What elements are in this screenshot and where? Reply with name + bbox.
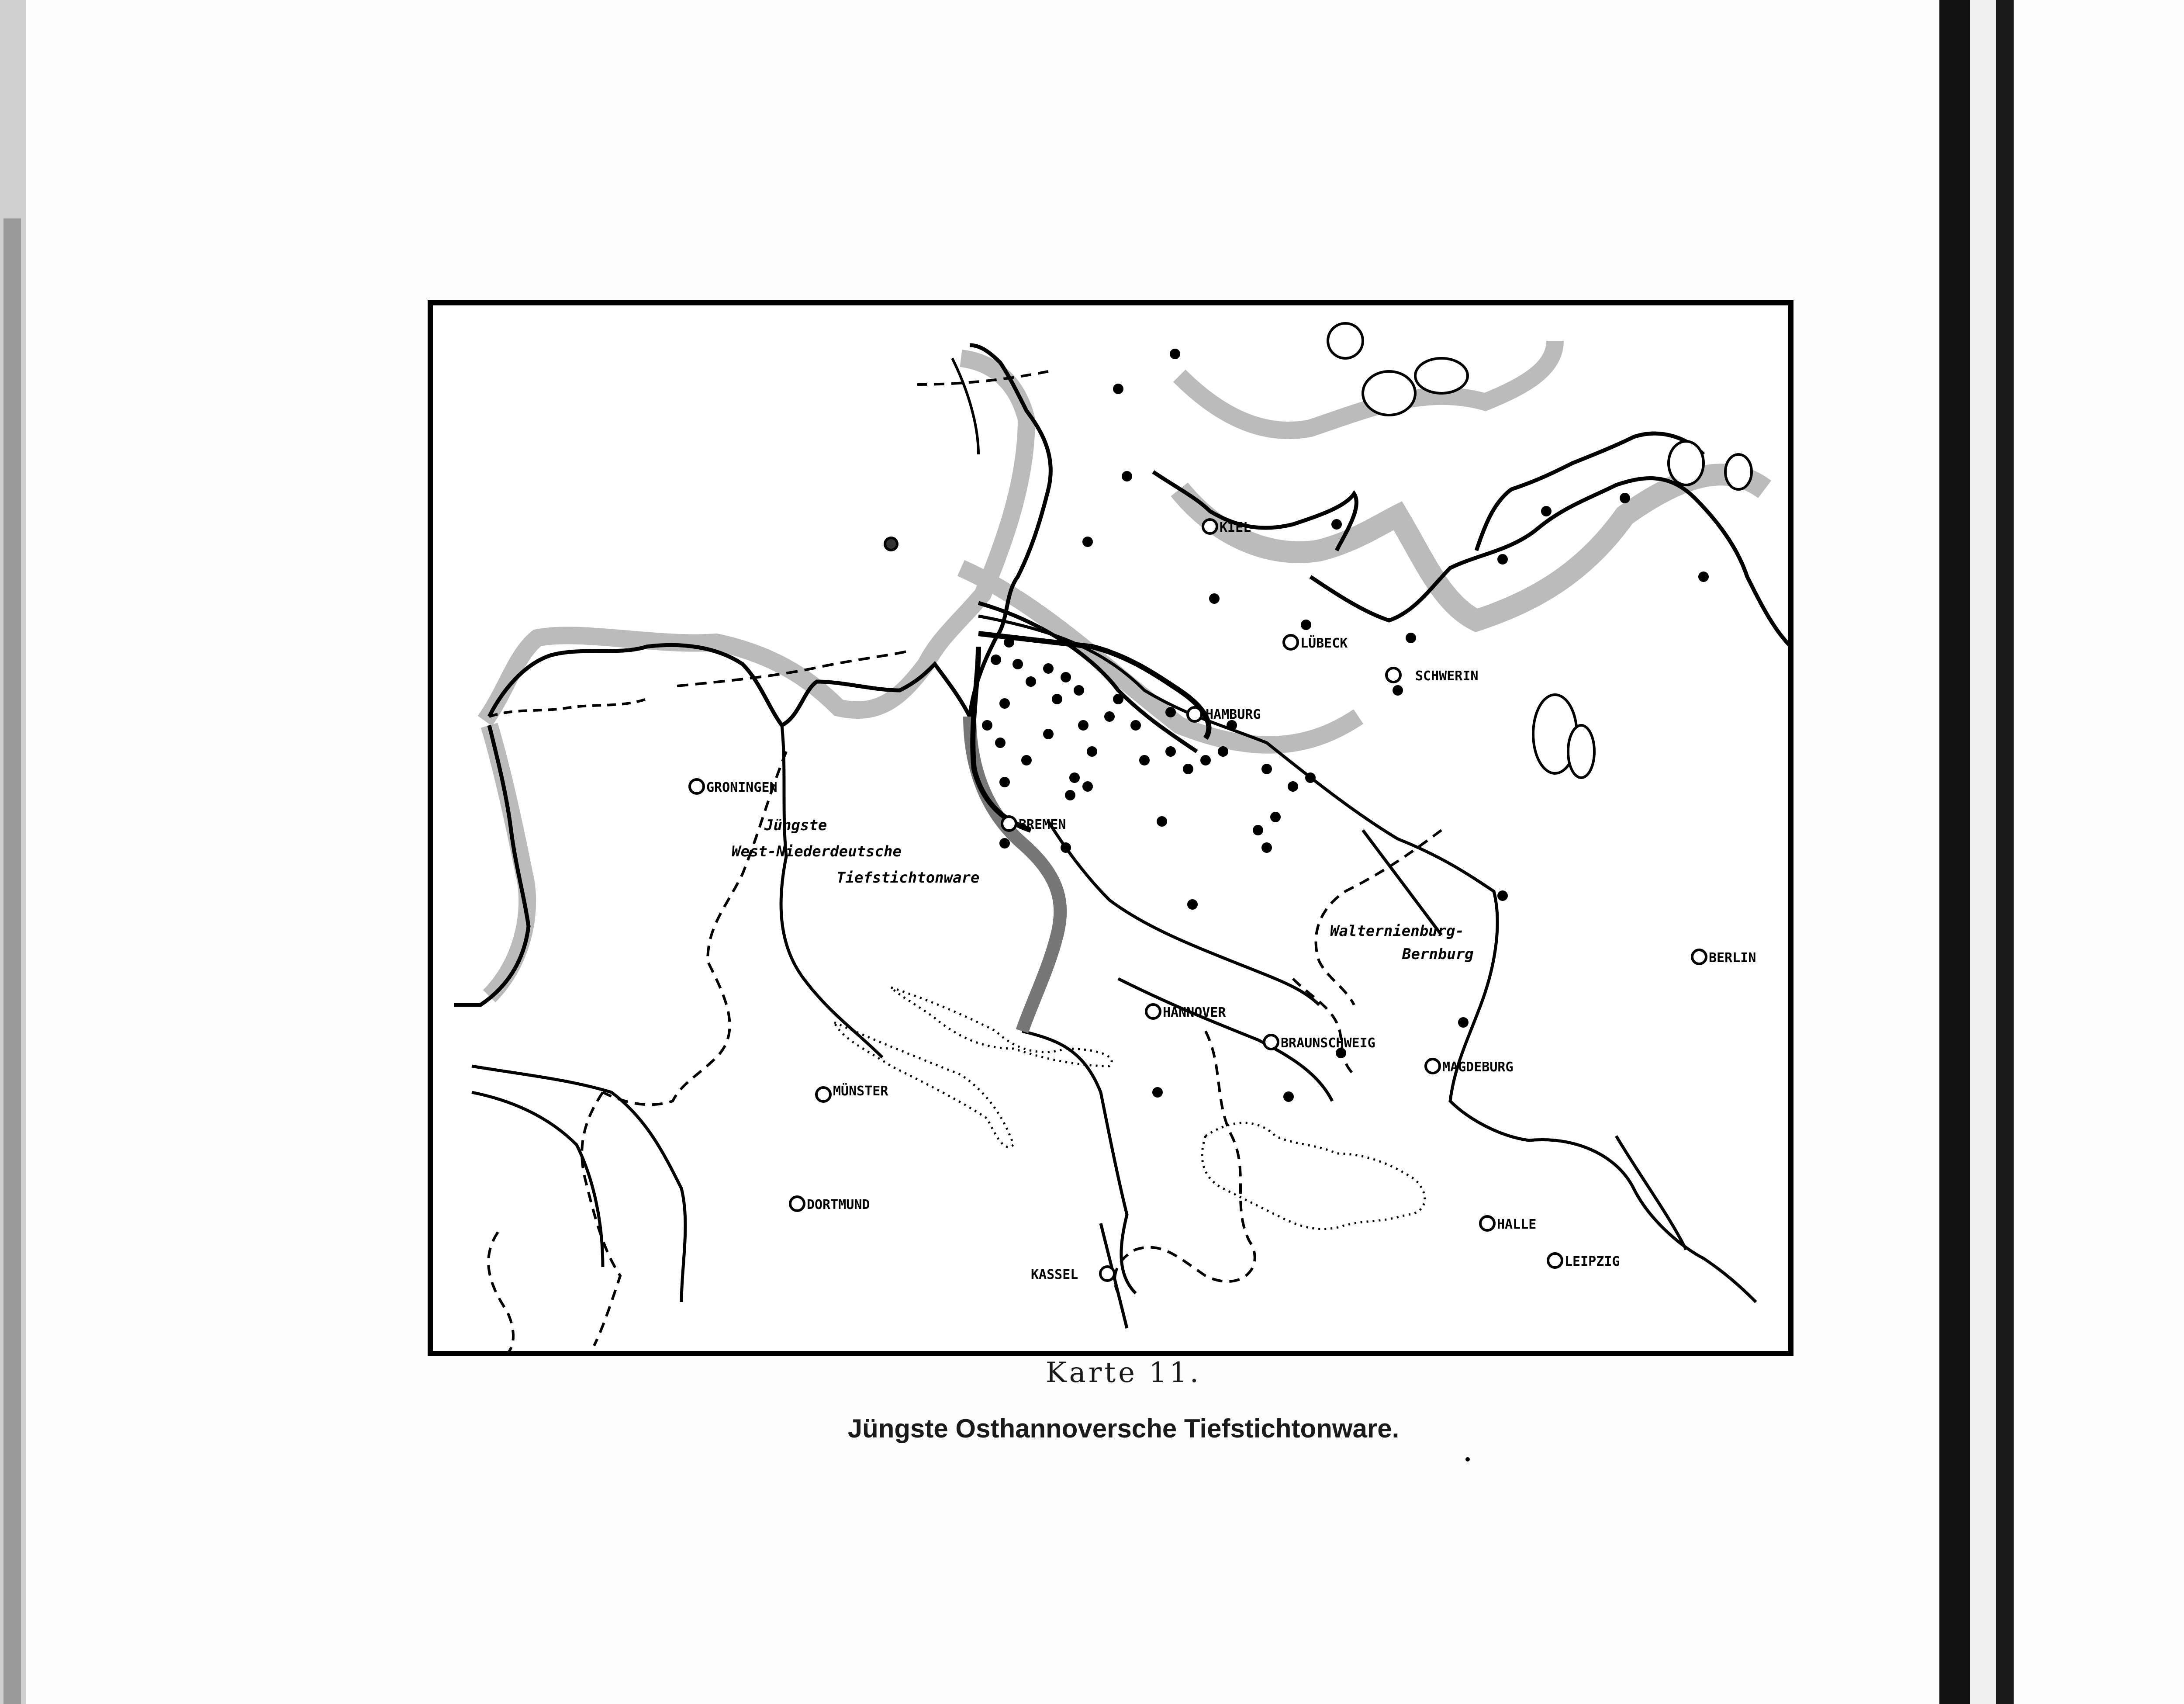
city-label-luebeck: LÜBECK (1300, 636, 1348, 651)
map (430, 303, 1791, 1354)
find-site (1331, 519, 1342, 530)
city-marker-kiel (1203, 520, 1217, 533)
find-site (1061, 672, 1071, 682)
find-site (1152, 1087, 1163, 1098)
map-frame (430, 303, 1791, 1354)
region-label-west-3: Tiefstichtonware (836, 869, 980, 887)
find-site (1458, 1017, 1469, 1028)
find-site (999, 698, 1010, 709)
city-marker-leipzig (1548, 1254, 1562, 1268)
city-label-berlin: BERLIN (1709, 950, 1756, 966)
find-site (991, 655, 1001, 665)
city-marker-dortmund (790, 1197, 804, 1211)
find-site (1078, 720, 1089, 731)
book-pages-stack (3, 218, 21, 1704)
region-label-west-2: West-Niederdeutsche (732, 843, 902, 860)
find-site (1082, 537, 1093, 547)
city-marker-hamburg (1188, 707, 1202, 721)
find-site (1065, 790, 1075, 800)
find-site (1026, 676, 1036, 687)
city-label-dortmund: DORTMUND (807, 1197, 870, 1212)
find-site (1497, 890, 1508, 901)
find-site (1043, 729, 1054, 739)
find-site (1183, 764, 1193, 774)
city-marker-halle (1480, 1216, 1494, 1230)
find-site (1013, 659, 1023, 669)
find-site (1113, 694, 1123, 704)
map-caption-subtitle: Jüngste Osthannoversche Tiefstichtonware. (847, 1414, 1400, 1443)
find-site (1170, 349, 1180, 359)
find-site (1288, 781, 1298, 792)
find-site (1104, 711, 1115, 722)
find-site (1218, 746, 1228, 757)
find-site (1305, 772, 1316, 783)
region-label-east-1: Walternienburg- (1330, 922, 1465, 940)
city-marker-hannover (1146, 1004, 1160, 1018)
find-site (982, 720, 992, 731)
find-site (1209, 593, 1220, 604)
find-site (1301, 620, 1311, 630)
city-marker-braunschweig (1264, 1035, 1278, 1049)
find-site (1122, 471, 1132, 481)
find-site (1087, 746, 1097, 757)
find-site (1393, 685, 1403, 696)
city-label-magdeburg: MAGDEBURG (1442, 1060, 1514, 1075)
city-label-halle: HALLE (1497, 1217, 1537, 1232)
find-site (1497, 554, 1508, 565)
find-site (1069, 772, 1080, 783)
find-site (1698, 571, 1709, 582)
find-site (1541, 506, 1552, 516)
city-label-muenster: MÜNSTER (833, 1084, 888, 1099)
city-marker-muenster (816, 1088, 830, 1101)
find-site (1165, 707, 1176, 717)
find-site (1187, 899, 1198, 910)
find-site (1061, 842, 1071, 853)
book-spine-edge (1996, 0, 2014, 1704)
city-marker-schwerin (1386, 668, 1400, 682)
find-site (1052, 694, 1062, 704)
region-label-west-1: Jüngste (764, 817, 827, 834)
find-site (1130, 720, 1141, 731)
find-site (999, 838, 1010, 849)
find-site (1261, 842, 1272, 853)
city-label-hamburg: HAMBURG (1206, 707, 1261, 722)
city-label-braunschweig: BRAUNSCHWEIG (1281, 1036, 1375, 1051)
city-label-kiel: KIEL (1220, 520, 1251, 535)
find-site (1074, 685, 1084, 696)
find-site (1113, 384, 1123, 394)
city-marker-luebeck (1284, 635, 1298, 649)
city-marker-groningen (690, 779, 704, 793)
city-label-bremen: BREMEN (1019, 817, 1066, 832)
map-caption-title: Karte 11. (1045, 1357, 1202, 1389)
find-site (1139, 755, 1150, 765)
city-label-schwerin: SCHWERIN (1415, 668, 1479, 684)
find-site (1261, 764, 1272, 774)
book-gutter (1970, 0, 1996, 1704)
city-marker-bremen (1002, 817, 1016, 831)
find-site (1200, 755, 1211, 765)
book-binding-right (1939, 0, 1970, 1704)
city-marker-berlin (1692, 950, 1706, 964)
region-label-east-2: Bernburg (1402, 946, 1474, 963)
find-site (1270, 812, 1281, 822)
city-marker-magdeburg (1426, 1059, 1440, 1073)
city-label-kassel: KASSEL (1031, 1267, 1078, 1282)
find-site (999, 777, 1010, 787)
find-site (1004, 637, 1014, 648)
find-site (1082, 781, 1093, 792)
find-site (1620, 493, 1630, 503)
find-site (1406, 633, 1416, 643)
find-site (1021, 755, 1032, 765)
city-label-hannover: HANNOVER (1163, 1005, 1226, 1020)
city-marker-kassel (1100, 1267, 1114, 1281)
find-site (1043, 663, 1054, 674)
city-label-leipzig: LEIPZIG (1565, 1254, 1620, 1269)
stray-mark (1465, 1457, 1470, 1462)
find-site (1157, 816, 1167, 827)
find-site (995, 738, 1006, 748)
find-site (1253, 825, 1263, 835)
find-site (1283, 1091, 1294, 1102)
find-site (1165, 746, 1176, 757)
city-label-groningen: GRONINGEN (706, 780, 778, 795)
